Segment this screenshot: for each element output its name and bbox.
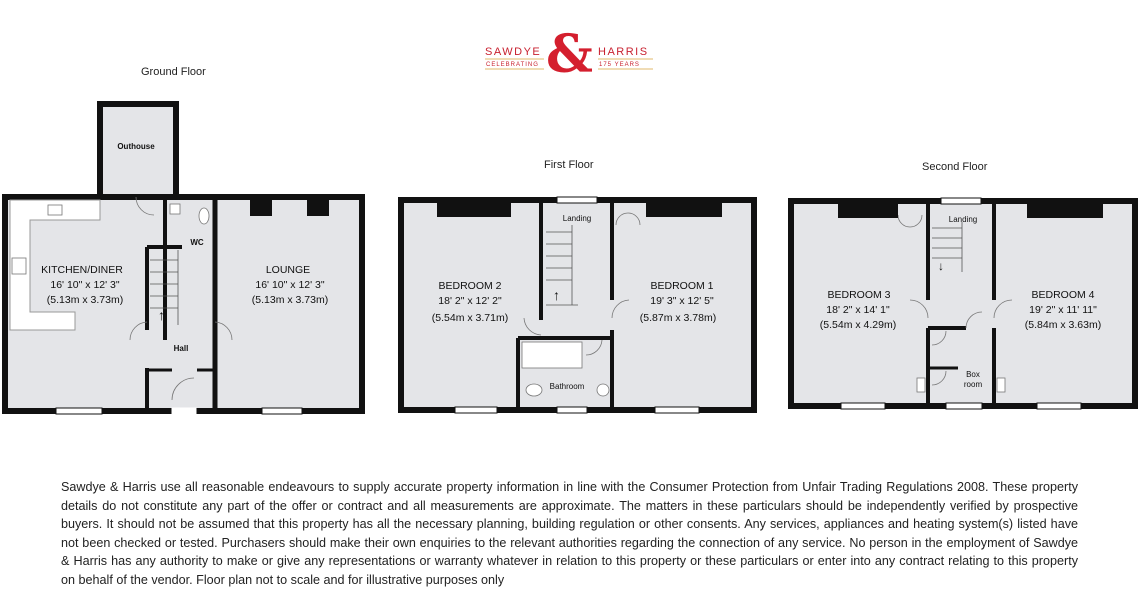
brand-name-left: SAWDYE — [485, 46, 542, 58]
basin-icon — [170, 204, 180, 214]
chimney-breast — [646, 203, 722, 217]
ground-floor-plan — [5, 66, 362, 414]
brand-ampersand-logo: & — [546, 24, 593, 85]
toilet-icon — [199, 208, 209, 224]
brand-tagline-right: 175 YEARS — [599, 62, 640, 68]
ground-floor-title: Ground Floor — [141, 66, 206, 78]
first-landing-label: Landing — [562, 214, 592, 223]
lounge-name: LOUNGE — [265, 264, 311, 276]
window — [655, 407, 699, 413]
brand-tagline-left: CELEBRATING — [486, 62, 539, 68]
wc-label: WC — [190, 238, 204, 247]
bedroom3-metric: (5.54m x 4.29m) — [819, 319, 897, 331]
second-floor-plan — [791, 161, 1135, 409]
radiator-icon — [997, 378, 1005, 392]
chimney-breast — [307, 200, 329, 216]
bedroom2-metric: (5.54m x 3.71m) — [431, 312, 509, 324]
brand-name-right: HARRIS — [598, 46, 649, 58]
bedroom3-name: BEDROOM 3 — [827, 289, 891, 301]
front-door-opening — [172, 408, 196, 414]
bathroom-label: Bathroom — [549, 382, 585, 391]
disclaimer-text: Sawdye & Harris use all reasonable endeavours to supply accurate property information in line with the Consumer Protection from Unfair Trading Regulations 2008. These property details do not constitute any part of the offer or contract and all measurements are approximate. The matters in these particulars should be independently verified by prospective buyers. It should not be assumed that this property has all the necessary planning, building regulation or other consents. Any services, appliances and heating system(s) listed have not been checked or tested. Purchasers should make their own enquiries to the relevant authorities regarding the connection of any service. No person in the employment of Sawdye & Harris has any authority to make or give any representations or warranty whatever in relation to this property or these particulars or enter into any contract relating to this property on behalf of the vendor. Floor plan not to scale and for illustrative purposes only — [61, 480, 1078, 587]
stairs-up-arrow-icon: ↑ — [158, 307, 165, 323]
kitchen-metric: (5.13m x 3.73m) — [46, 294, 124, 306]
window — [946, 403, 982, 409]
toilet-icon — [526, 384, 542, 396]
chimney-breast — [250, 200, 272, 216]
hall-label: Hall — [173, 344, 189, 353]
window — [1037, 403, 1081, 409]
first-floor-plan — [401, 159, 754, 413]
bedroom1-name: BEDROOM 1 — [650, 280, 714, 292]
stairs-down-arrow-icon: ↓ — [938, 259, 944, 273]
stairs-up-arrow-icon: ↑ — [553, 287, 560, 303]
box-room-label-line2: room — [963, 380, 983, 389]
window — [56, 408, 102, 414]
kitchen-name: KITCHEN/DINER — [41, 264, 123, 276]
bedroom4-metric: (5.84m x 3.63m) — [1024, 319, 1102, 331]
lounge-metric: (5.13m x 3.73m) — [251, 294, 329, 306]
chimney-breast — [437, 203, 511, 217]
window — [557, 197, 597, 203]
window — [941, 198, 981, 204]
bedroom3-imperial: 18' 2" x 14' 1" — [826, 304, 890, 316]
bedroom4-imperial: 19' 2" x 11' 11" — [1029, 304, 1097, 316]
window — [557, 407, 587, 413]
bedroom1-metric: (5.87m x 3.78m) — [639, 312, 717, 324]
basin-icon — [597, 384, 609, 396]
first-floor-title: First Floor — [544, 159, 594, 171]
window — [841, 403, 885, 409]
radiator-icon — [917, 378, 925, 392]
window — [262, 408, 302, 414]
kitchen-imperial: 16' 10" x 12' 3" — [50, 279, 120, 291]
brand-logo — [485, 24, 653, 85]
lounge-imperial: 16' 10" x 12' 3" — [255, 279, 325, 291]
second-landing-label: Landing — [948, 215, 978, 224]
chimney-breast — [838, 204, 898, 218]
bedroom1-imperial: 19' 3" x 12' 5" — [650, 295, 714, 307]
bedroom2-name: BEDROOM 2 — [438, 280, 502, 292]
chimney-breast — [1027, 204, 1103, 218]
window — [455, 407, 497, 413]
second-floor-title: Second Floor — [922, 161, 988, 173]
outhouse-label: Outhouse — [117, 142, 155, 151]
bedroom2-imperial: 18' 2" x 12' 2" — [438, 295, 502, 307]
bedroom4-name: BEDROOM 4 — [1031, 289, 1095, 301]
box-room-label-line1: Box — [966, 370, 980, 379]
bath-icon — [522, 342, 582, 368]
